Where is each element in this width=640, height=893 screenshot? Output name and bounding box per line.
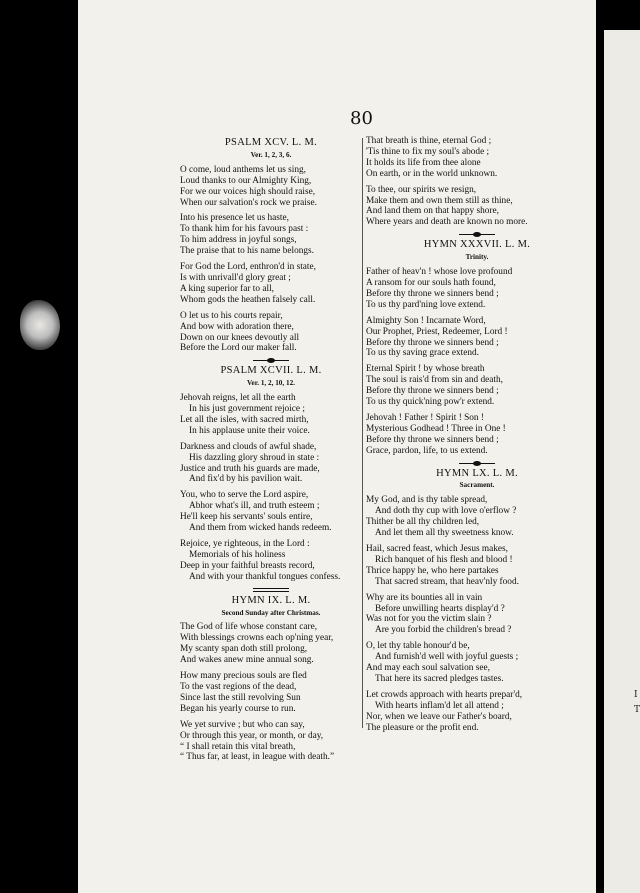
verse-line: That here its sacred pledges tastes. [375,673,504,684]
section-ornament [253,588,289,592]
verse-line: Into his presence let us haste, [180,213,289,224]
verse-line: And may each soul salvation see, [366,663,490,674]
verse-line: It holds its life from thee alone [366,157,481,168]
stanza [180,311,362,355]
section-ornament [253,359,289,362]
verse-line: To thank him for his favours past : [180,224,309,235]
verse-line: He'll keep his servants' souls entire, [180,512,313,523]
verse-line: Where years and death are known no more. [366,217,528,228]
verse-line: My scanty span doth still prolong, [180,644,308,655]
stanza [180,671,362,715]
verse-line: Loud thanks to our Almighty King, [180,175,312,186]
hymn-subtitle: Ver. 1, 2, 3, 6. [250,150,292,159]
verse-line: And them from wicked hands redeem. [189,523,332,534]
verse-line: That breath is thine, eternal God ; [366,136,492,146]
verse-line: Before the Lord our maker fall. [180,343,297,354]
verse-line: Before thy throne we sinners bend ; [366,288,499,299]
verse-line: For we our voices high should raise, [180,186,316,197]
stanza [180,442,362,486]
verse-line: His dazzling glory shroud in state : [189,452,320,463]
verse-line: Jehovah ! Father ! Spirit ! Son ! [366,412,484,423]
verse-line: 'Tis thine to fix my soul's abode ; [366,146,490,157]
verse-line: Down on our knees devoutly all [180,332,300,343]
verse-line: Our Prophet, Priest, Redeemer, Lord ! [366,326,508,337]
verse-line: And furnish'd well with joyful guests ; [375,652,519,663]
verse-line: My God, and is thy table spread, [366,495,488,506]
verse-line: On earth, or in the world unknown. [366,168,498,179]
verse-line: “ Thus far, at least, in league with death.” [180,752,335,763]
stanza [366,690,588,734]
verse-line: To us thy quick'ning pow'r extend. [366,397,495,408]
verse-line: And doth thy cup with love o'erflow ? [375,506,517,517]
verse-line: With blessings crowns each op'ning year, [180,633,334,644]
verse-line: And wakes anew mine annual song. [180,655,314,666]
verse-line: “ I shall retain this vital breath, [180,741,296,752]
hymn-subtitle: Trinity. [465,253,489,262]
column-divider [362,138,363,728]
verse-line: Justice and truth his guards are made, [180,463,320,474]
edge-glyph: I [634,690,638,700]
verse-line: Are you forbid the children's bread ? [375,625,512,636]
verse-line: And let them all thy sweetness know. [375,528,514,539]
verse-line: Why are its bounties all in vain [366,592,483,603]
verse-line: Began his yearly course to run. [180,703,296,714]
stanza [180,720,362,764]
verse-line: Before thy throne we sinners bend ; [366,434,499,445]
verse-line: Eternal Spirit ! by whose breath [366,364,485,375]
verse-line: To the vast regions of the dead, [180,681,297,692]
verse-line: And fix'd by his pavilion wait. [189,474,303,485]
section-ornament [459,233,495,236]
verse-line: You, who to serve the Lord aspire, [180,490,309,501]
verse-line: Since last the still revolving Sun [180,692,301,703]
verse-line: When our salvation's rock we praise. [180,197,317,208]
stanza [366,544,588,588]
verse-line: O let us to his courts repair, [180,310,283,321]
stanza [180,490,362,534]
verse-line: Abhor what's ill, and truth esteem ; [189,501,320,512]
verse-line: Whom gods the heathen falsely call. [180,294,316,305]
edge-glyph: T [634,705,640,715]
verse-line: The soul is rais'd from sin and death, [366,375,503,386]
verse-line: To thee, our spirits we resign, [366,184,477,195]
verse-line: O come, loud anthems let us sing, [180,164,307,175]
verse-line: Deep in your faithful breasts record, [180,560,315,571]
page-number: 80 [350,108,373,129]
verse-line: For God the Lord, enthron'd in state, [180,262,316,273]
verse-line: We yet survive ; but who can say, [180,719,305,730]
verse-line: Almighty Son ! Incarnate Word, [366,315,486,326]
right-column [366,136,588,739]
stanza [180,393,362,437]
verse-line: Or through this year, or month, or day, [180,730,324,741]
verse-line: Rich banquet of his flesh and blood ! [375,554,513,565]
verse-line: Memorials of his holiness [189,549,286,560]
stanza [366,413,588,457]
facing-page-edge [604,30,640,893]
verse-line: Darkness and clouds of awful shade, [180,441,317,452]
hymn-subtitle: Sacrament. [459,481,495,490]
hymn-subtitle: Ver. 1, 2, 10, 12. [247,379,295,388]
verse-line: To us thy pard'ning love extend. [366,299,486,310]
verse-line: Father of heav'n ! whose love profound [366,267,513,278]
stanza [180,539,362,583]
verse-line: How many precious souls are fled [180,671,307,682]
hymn-title: HYMN XXXVII. L. M. [423,239,531,251]
verse-line: Hail, sacred feast, which Jesus makes, [366,544,508,554]
stanza [366,593,588,637]
verse-line: The praise that to his name belongs. [180,246,314,257]
hymn-title: PSALM XCVII. L. M. [220,365,322,377]
hymn-title: HYMN LX. L. M. [436,467,518,479]
hymn-title: PSALM XCV. L. M. [224,137,318,148]
left-column [180,136,362,768]
verse-line: With hearts inflam'd let all attend ; [375,700,504,711]
stanza [366,641,588,685]
verse-line: To him address in joyful songs, [180,235,297,246]
verse-line: Thither be all thy children led, [366,517,480,528]
section-ornament [459,462,495,465]
verse-line: Let all the isles, with sacred mirth, [180,414,309,425]
stanza [366,364,588,408]
stanza [180,262,362,306]
verse-line: Jehovah reigns, let all the earth [180,393,296,404]
verse-line: Was not for you the victim slain ? [366,614,492,625]
verse-line: In his applause unite their voice. [189,425,310,436]
verse-line: Make them and own them still as thine, [366,195,513,206]
stanza [366,495,588,539]
verse-line: And land them on that happy shore, [366,206,499,217]
stanza [366,316,588,360]
stanza [366,185,588,229]
verse-line: And bow with adoration there, [180,321,294,332]
hymn-subtitle: Second Sunday after Christmas. [221,608,321,617]
verse-line: And with your thankful tongues confess. [189,571,341,582]
verse-line: To us thy saving grace extend. [366,348,479,359]
stanza [180,622,362,666]
verse-line: Mysterious Godhead ! Three in One ! [366,423,506,434]
stanza [366,267,588,311]
verse-line: Before thy throne we sinners bend ; [366,337,499,348]
verse-line: Nor, when we leave our Father's board, [366,711,512,722]
verse-line: The pleasure or the profit end. [366,722,479,733]
verse-line: Grace, pardon, life, to us extend. [366,445,488,456]
paper-blemish [20,300,60,350]
verse-line: The God of life whose constant care, [180,622,318,633]
verse-line: Let crowds approach with hearts prepar'd, [366,689,523,700]
verse-line: Rejoice, ye righteous, in the Lord : [180,539,310,549]
stanza [180,213,362,257]
verse-line: O, let thy table honour'd be, [366,641,470,652]
stanza [366,136,588,180]
verse-line: Is with unrivall'd glory great ; [180,272,291,283]
verse-line: In his just government rejoice ; [189,404,305,415]
verse-line: A king superior far to all, [180,283,274,294]
verse-line: Before thy throne we sinners bend ; [366,386,499,397]
verse-line: A ransom for our souls hath found, [366,277,496,288]
verse-line: That sacred stream, that heav'nly food. [375,576,519,587]
verse-line: Before unwilling hearts display'd ? [375,603,505,614]
hymn-title: HYMN IX. L. M. [231,594,311,606]
verse-line: Thrice happy he, who here partakes [366,565,499,576]
stanza [180,165,362,209]
